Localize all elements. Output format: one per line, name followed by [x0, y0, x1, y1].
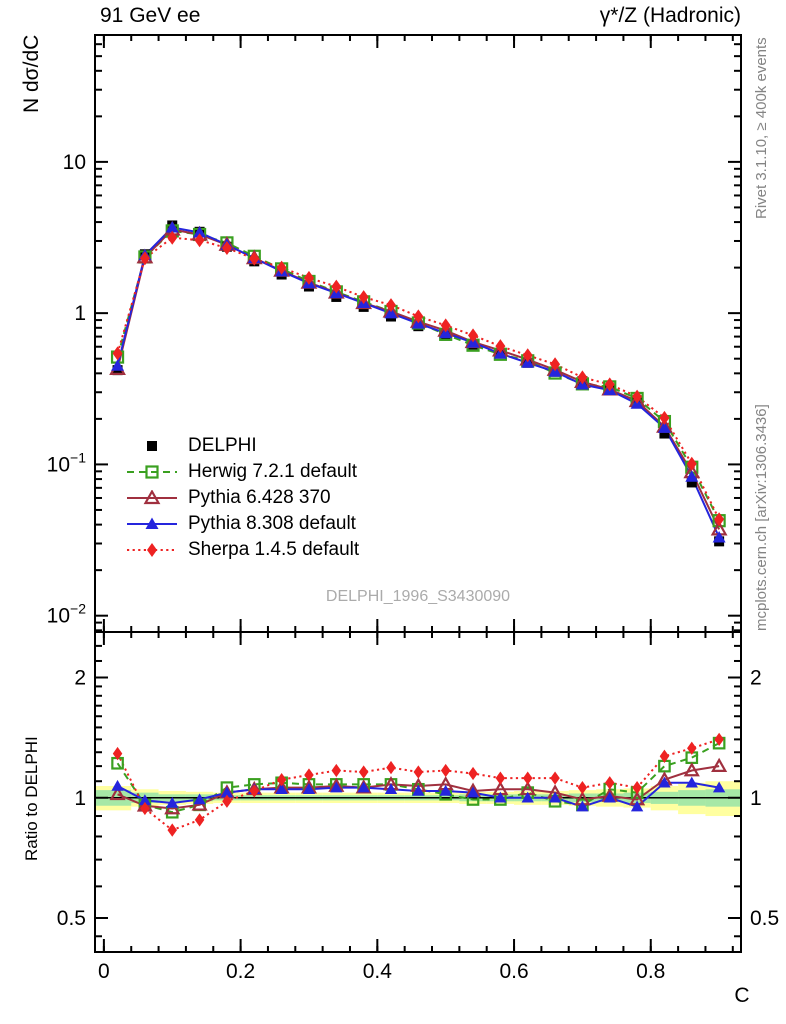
svg-text:10−2: $10^{-2}$: [46, 600, 86, 628]
legend-label-pythia6: Pythia 6.428 370: [188, 487, 331, 508]
legend-label-delphi: DELPHI: [188, 435, 257, 456]
legend-item-herwig: [126, 459, 359, 485]
svg-text:1: 1: [74, 786, 86, 810]
svg-text:2: 2: [74, 666, 86, 690]
svg-text:10: 10: [62, 150, 86, 174]
legend-label-pythia8: Pythia 8.308 default: [188, 513, 356, 534]
legend: [126, 433, 359, 563]
svg-text:2: 2: [750, 666, 762, 690]
svg-text:0.5: 0.5: [56, 906, 86, 930]
legend-item-sherpa: [126, 537, 359, 563]
svg-text:0.8: 0.8: [636, 960, 666, 983]
axis-tick-labels: [47, 151, 780, 983]
main-y-axis-label: N dσ/dC: [20, 34, 43, 113]
svg-text:0.4: 0.4: [362, 960, 392, 983]
legend-label-herwig: Herwig 7.2.1 default: [188, 461, 357, 482]
svg-text:1: 1: [750, 786, 762, 810]
svg-text:1: 1: [74, 302, 86, 326]
plot-title-right: γ*/Z (Hadronic): [599, 4, 741, 27]
legend-item-pythia8: [126, 511, 359, 537]
pythia8-filled-triangle-marker-icon: [126, 516, 178, 532]
ratio-y-axis-label: Ratio to DELPHI: [22, 736, 41, 861]
sherpa-diamond-marker-icon: [126, 542, 178, 558]
analysis-watermark: DELPHI_1996_S3430090: [325, 588, 511, 605]
plot-title-left: 91 GeV ee: [100, 4, 201, 27]
svg-text:0.6: 0.6: [499, 960, 529, 983]
svg-text:0: 0: [98, 960, 110, 983]
legend-item-delphi: [126, 433, 359, 459]
rivet-version-text: Rivet 3.1.10, ≥ 400k events: [753, 37, 770, 219]
herwig-open-square-marker-icon: [126, 464, 178, 480]
x-axis-label: C: [734, 984, 750, 1007]
delphi-square-marker-icon: [126, 438, 178, 454]
legend-item-pythia6: [126, 485, 359, 511]
svg-text:0.2: 0.2: [226, 960, 256, 983]
svg-text:10−1: $10^{-1}$: [46, 449, 86, 477]
svg-text:0.5: 0.5: [750, 906, 780, 930]
legend-label-sherpa: Sherpa 1.4.5 default: [188, 539, 360, 560]
pythia6-open-triangle-marker-icon: [126, 490, 178, 506]
mcplots-arxiv-text: mcplots.cern.ch [arXiv:1306.3436]: [753, 404, 770, 631]
